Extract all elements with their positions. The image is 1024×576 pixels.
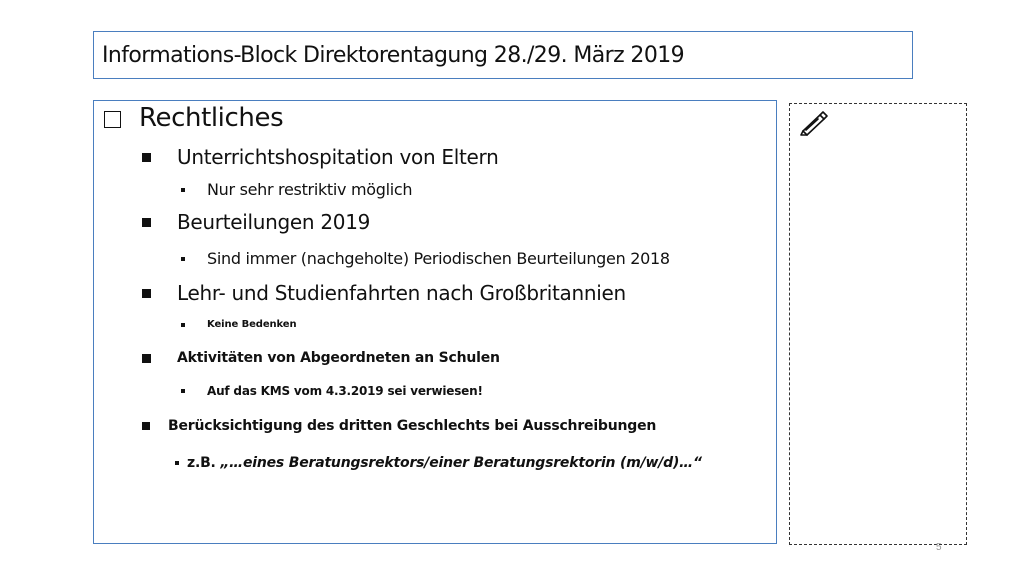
list-item — [142, 281, 626, 305]
slide-title: Informations-Block Direktorentagung 28./29. März 2019 — [93, 31, 913, 79]
section-heading-label: Rechtliches — [139, 103, 284, 133]
square-bullet-icon — [181, 257, 185, 261]
square-bullet-icon — [142, 218, 151, 227]
page-number: 5 — [936, 542, 942, 553]
list-item-label: Lehr- und Studienfahrten nach Großbritannien — [177, 281, 626, 305]
sub-list-item-label: Keine Bedenken — [207, 319, 297, 330]
content-box — [93, 100, 777, 544]
notes-box — [789, 103, 967, 545]
square-bullet-icon — [142, 153, 151, 162]
square-bullet-icon — [181, 323, 185, 327]
sub-list-item — [181, 249, 670, 268]
checkbox-icon — [104, 111, 121, 128]
sub-list-item — [175, 455, 702, 471]
sub-list-item-label: Auf das KMS vom 4.3.2019 sei verwiesen! — [207, 384, 483, 398]
square-bullet-icon — [175, 461, 179, 465]
list-item — [142, 145, 499, 169]
sub-list-item-label: Sind immer (nachgeholte) Periodischen Beurteilungen 2018 — [207, 249, 670, 268]
list-item — [142, 210, 370, 234]
list-item-label: Beurteilungen 2019 — [177, 210, 371, 234]
sub-list-item — [181, 319, 297, 330]
example-quote: „…eines Beratungsrektors/einer Beratungsrektorin (m/w/d)…“ — [220, 455, 702, 471]
square-bullet-icon — [181, 389, 185, 393]
sub-list-item — [181, 384, 483, 398]
section-heading — [104, 103, 283, 133]
example-prefix: z.B. — [187, 455, 221, 471]
square-bullet-icon — [142, 354, 151, 363]
list-item — [142, 418, 656, 434]
square-bullet-icon — [142, 422, 150, 430]
list-item-label: Unterrichtshospitation von Eltern — [177, 145, 499, 169]
pen-icon — [798, 108, 830, 136]
sub-list-item-label — [187, 455, 702, 471]
list-item-label: Aktivitäten von Abgeordneten an Schulen — [177, 350, 500, 366]
square-bullet-icon — [181, 188, 185, 192]
list-item-label: Berücksichtigung des dritten Geschlechts bei Ausschreibungen — [168, 418, 657, 434]
sub-list-item-label: Nur sehr restriktiv möglich — [207, 180, 413, 199]
square-bullet-icon — [142, 289, 151, 298]
list-item — [142, 350, 500, 366]
sub-list-item — [181, 180, 412, 199]
